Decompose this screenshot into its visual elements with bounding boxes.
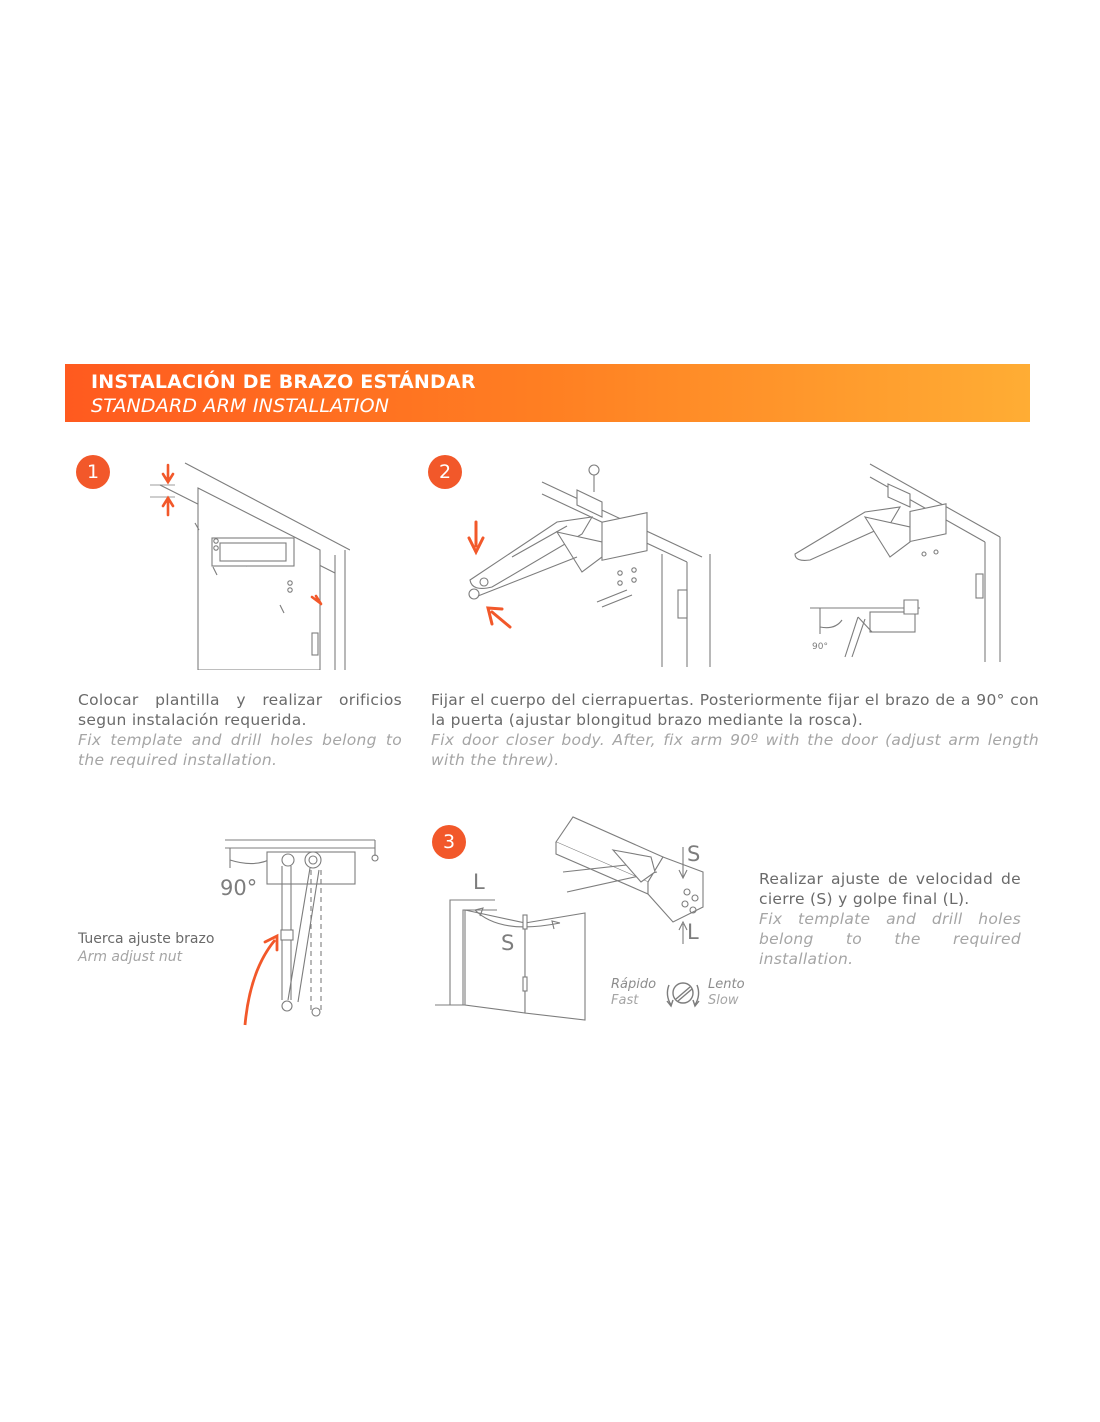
speed-screw-icon <box>663 973 703 1013</box>
closer-valves-illustration <box>553 812 708 947</box>
fast-label-es: Rápido <box>611 977 657 992</box>
arm-adjust-illustration <box>220 830 390 1030</box>
step-3-text-es: Realizar ajuste de velocidad de cierre (S) y golpe final (L). <box>759 870 1021 908</box>
slow-label-es: Lento <box>708 977 745 992</box>
step-3-badge: 3 <box>432 825 466 859</box>
arm-nut-label-en: Arm adjust nut <box>78 949 183 965</box>
step-1-badge: 1 <box>76 455 110 489</box>
fast-label-en: Fast <box>611 993 639 1008</box>
arm-nut-label <box>78 930 214 966</box>
banner-subtitle: STANDARD ARM INSTALLATION <box>91 395 390 417</box>
fast-label <box>611 977 656 1009</box>
step-3-description <box>759 869 1021 969</box>
arm-nut-label-es: Tuerca ajuste brazo <box>78 931 215 947</box>
step-2-text-es: Fijar el cuerpo del cierrapuertas. Posteriormente fijar el brazo de a 90° con la puerta (ajustar blongitud brazo mediante la rosca). <box>431 691 1039 729</box>
small-angle-label: 90° <box>812 642 828 652</box>
slow-label-en: Slow <box>708 993 739 1008</box>
step-2-description <box>431 690 1039 770</box>
section-banner <box>65 364 1030 422</box>
step-1-text-en: Fix template and drill holes belong to the required installation. <box>78 731 402 769</box>
door-s-label: S <box>501 931 515 955</box>
slow-label <box>708 977 745 1009</box>
step-1-text-es: Colocar plantilla y realizar orificios segun instalación requerida. <box>78 691 402 729</box>
large-angle-label: 90° <box>220 876 258 900</box>
valve-l-label: L <box>687 920 699 944</box>
step-3-text-en: Fix template and drill holes belong to the required installation. <box>759 910 1021 968</box>
closer-side-illustration <box>790 462 1005 667</box>
template-illustration <box>150 455 350 670</box>
valve-s-label: S <box>687 842 701 866</box>
closer-mounting-illustration <box>462 462 722 672</box>
step-2-text-en: Fix door closer body. After, fix arm 90º with the door (adjust arm length with the threw). <box>431 731 1039 769</box>
door-l-label: L <box>473 870 485 894</box>
step-2-badge: 2 <box>428 455 462 489</box>
banner-title: INSTALACIÓN DE BRAZO ESTÁNDAR <box>91 371 476 393</box>
step-1-description <box>78 690 402 770</box>
